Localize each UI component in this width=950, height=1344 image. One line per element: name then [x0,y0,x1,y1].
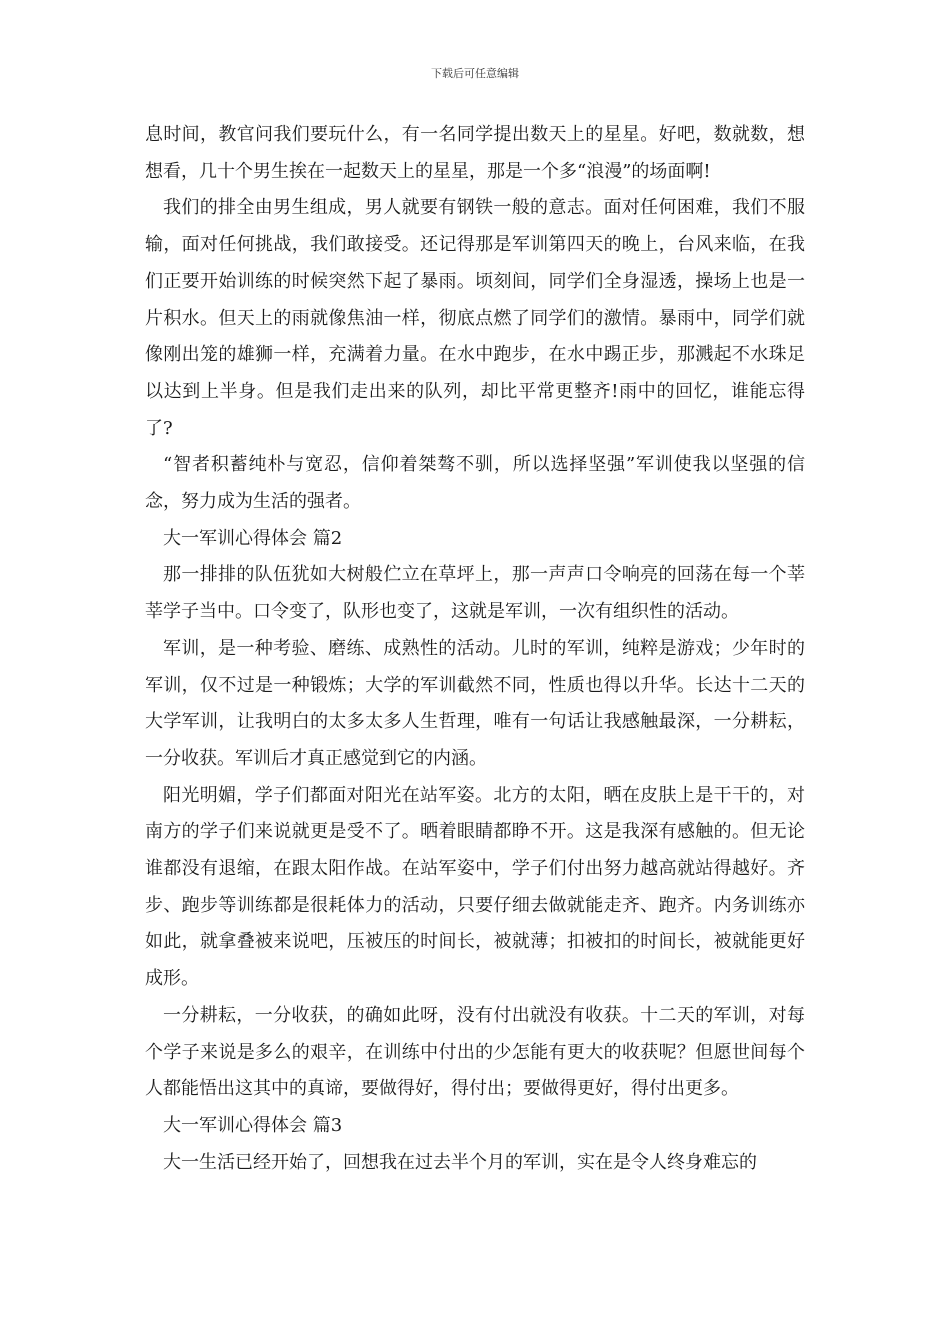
paragraph: “智者积蓄纯朴与宽忍，信仰着桀骜不驯，所以选择坚强”军训使我以坚强的信念，努力成为生活的强者。 [145,454,805,513]
paragraph: 一分耕耘，一分收获，的确如此呀，没有付出就没有收获。十二天的军训，对每个学子来说是多么的艰辛，在训练中付出的少怎能有更大的收获呢？但愿世间每个人都能悟出这其中的真谛，要做得好，得付出；要做得更好，得付出更多。 [145,1004,805,1100]
paragraph: 大一生活已经开始了，回想我在过去半个月的军训，实在是令人终身难忘的 [163,1151,757,1173]
paragraph: 阳光明媚，学子们都面对阳光在站军姿。北方的太阳，晒在皮肤上是干干的，对南方的学子们来说就更是受不了。晒着眼睛都睁不开。这是我深有感触的。但无论谁都没有退缩，在跟太阳作战。在站军姿中，学子们付出努力越高就站得越好。齐步、跑步等训练都是很耗体力的活动，只要仔细去做就能走齐、跑齐。内务训练亦如此，就拿叠被来说吧，压被压的时间长，被就薄；扣被扣的时间长，被就能更好成形。 [145,784,805,990]
section-heading: 大一军训心得体会 篇3 [163,1114,343,1136]
section-heading: 大一军训心得体会 篇2 [163,527,343,549]
paragraph: 那一排排的队伍犹如大树般伫立在草坪上，那一声声口令响亮的回荡在每一个莘莘学子当中。口令变了，队形也变了，这就是军训，一次有组织性的活动。 [145,564,805,623]
paragraph: 息时间，教官问我们要玩什么，有一名同学提出数天上的星星。好吧，数就数，想想看，几十个男生挨在一起数天上的星星，那是一个多“浪漫”的场面啊! [145,124,805,182]
document-body [145,117,805,1181]
paragraph: 我们的排全由男生组成，男人就要有钢铁一般的意志。面对任何困难，我们不服输，面对任何挑战，我们敢接受。还记得那是军训第四天的晚上，台风来临，在我们正要开始训练的时候突然下起了暴雨。顷刻间，同学们全身湿透，操场上也是一片积水。但天上的雨就像焦油一样，彻底点燃了同学们的激情。暴雨中，同学们就像刚出笼的雄狮一样，充满着力量。在水中跑步，在水中踢正步，那溅起不水珠足以达到上半身。但是我们走出来的队列，却比平常更整齐!雨中的回忆，谁能忘得了? [145,197,805,439]
page-header: 下载后可任意编辑 [431,67,519,80]
paragraph: 军训，是一种考验、磨练、成熟性的活动。儿时的军训，纯粹是游戏；少年时的军训，仅不过是一种锻炼；大学的军训截然不同，性质也得以升华。长达十二天的大学军训，让我明白的太多太多人生哲理，唯有一句话让我感触最深，一分耕耘，一分收获。军训后才真正感觉到它的内涵。 [145,637,805,769]
